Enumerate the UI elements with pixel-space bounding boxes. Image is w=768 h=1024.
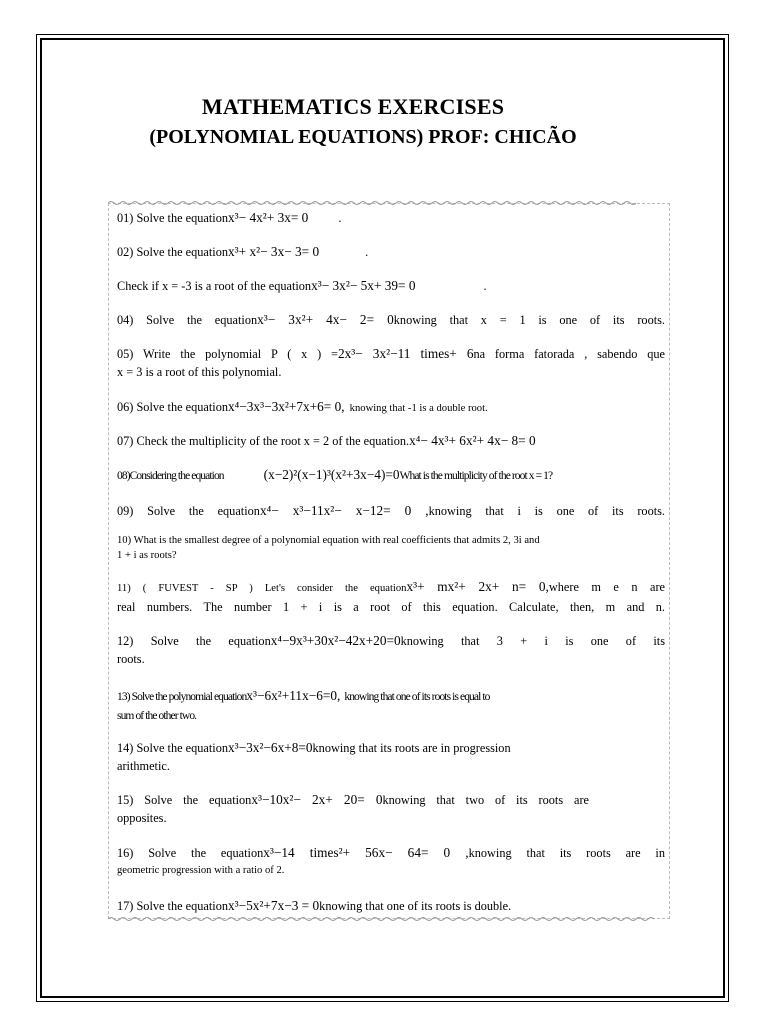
exercise-text: 06) Solve the equation bbox=[117, 400, 228, 414]
exercise-text: 07) Check the multiplicity of the root x = 2 of the equation. bbox=[117, 434, 410, 448]
exercise-text-end: knowing that 3 + i is one of its bbox=[400, 634, 665, 648]
exercise-03 bbox=[117, 277, 665, 295]
equation: x³+ x²− 3x− 3= 0 bbox=[228, 244, 320, 259]
exercise-text: 15) Solve the equation bbox=[117, 793, 252, 807]
equation: x³+ mx²+ 2x+ n= 0, bbox=[406, 579, 549, 594]
exercise-13 bbox=[117, 686, 665, 726]
exercise-text: 12) Solve the equation bbox=[117, 634, 271, 648]
exercise-11 bbox=[117, 578, 665, 616]
exercise-text: 17) Solve the equation bbox=[117, 899, 228, 913]
exercise-text: 09) Solve the equation bbox=[117, 504, 260, 518]
equation: x⁴− 4x³+ 6x²+ 4x− 8= 0 bbox=[409, 433, 536, 448]
equation: x³− 4x²+ 3x= 0 bbox=[228, 210, 309, 225]
exercise-text-end: . bbox=[338, 211, 342, 225]
exercise-06 bbox=[117, 398, 665, 418]
frame-top-edge bbox=[108, 200, 670, 206]
exercise-04 bbox=[117, 311, 665, 329]
exercise-08 bbox=[117, 466, 665, 485]
exercise-continuation: x = 3 is a root of this polynomial. bbox=[117, 365, 282, 379]
exercise-text: 13) Solve the polynomial equation bbox=[117, 691, 247, 703]
exercise-text: Check if x = -3 is a root of the equation bbox=[117, 279, 312, 293]
equation: x⁴−9x³+30x²−42x+20=0 bbox=[270, 633, 401, 648]
exercise-16 bbox=[117, 844, 665, 880]
exercise-text-end: knowing that one of its roots is double. bbox=[319, 899, 512, 913]
exercise-01 bbox=[117, 209, 665, 227]
exercise-text-end: knowing that two of its roots are bbox=[382, 793, 589, 807]
equation: 2x³− 3x²−11 times+ 6 bbox=[337, 346, 474, 361]
equation: x³−3x²−6x+8=0 bbox=[228, 740, 313, 755]
equation: x⁴− x³−11x²− x−12= 0 , bbox=[259, 503, 429, 518]
exercise-continuation: arithmetic. bbox=[117, 759, 170, 773]
exercise-text-end: na forma fatorada , sabendo que bbox=[473, 347, 665, 361]
exercise-text-end: knowing that its roots are in bbox=[468, 846, 665, 860]
equation: x³−10x²− 2x+ 20= 0 bbox=[251, 792, 383, 807]
exercise-text: 11) ( FUVEST - SP ) Let's consider the equation bbox=[117, 583, 407, 594]
page-title: MATHEMATICS EXERCISES bbox=[201, 94, 505, 119]
exercise-continuation: sum of the other two. bbox=[117, 710, 197, 722]
exercise-15 bbox=[117, 791, 589, 827]
page-subtitle: (POLYNOMIAL EQUATIONS) PROF: CHICÃO bbox=[149, 126, 577, 148]
exercise-07 bbox=[117, 432, 665, 450]
exercise-text-end: knowing that x = 1 is one of its roots. bbox=[393, 313, 665, 327]
exercise-text: 16) Solve the equation bbox=[117, 846, 264, 860]
exercise-02 bbox=[117, 243, 665, 261]
exercise-text-end: . bbox=[483, 279, 487, 293]
equation: x⁴−3x³−3x²+7x+6= 0, bbox=[228, 399, 345, 414]
exercise-continuation: 1 + i as roots? bbox=[117, 550, 177, 561]
exercise-text: 01) Solve the equation bbox=[117, 211, 228, 225]
exercise-05 bbox=[117, 345, 665, 381]
exercise-text-end: knowing that one of its roots is equal to bbox=[344, 691, 490, 703]
exercise-continuation: roots. bbox=[117, 652, 145, 666]
exercise-continuation: opposites. bbox=[117, 811, 167, 825]
equation: x³− 3x²+ 4x− 2= 0 bbox=[257, 312, 394, 327]
exercise-text: 10) What is the smallest degree of a polynomial equation with real coefficients that admits 2, 3i and bbox=[117, 535, 540, 546]
exercise-text-end: knowing that i is one of its roots. bbox=[428, 504, 666, 518]
exercise-text: 05) Write the polynomial P ( x ) = bbox=[117, 347, 338, 361]
equation: x³−6x²+11x−6=0, bbox=[246, 688, 341, 703]
exercise-09 bbox=[117, 502, 665, 520]
exercise-text: 02) Solve the equation bbox=[117, 245, 228, 259]
exercise-17 bbox=[117, 897, 665, 915]
equation: x³−5x²+7x−3 = 0 bbox=[228, 898, 320, 913]
equation: x³− 3x²− 5x+ 39= 0 bbox=[311, 278, 416, 293]
exercise-text-end: What is the multiplicity of the root x = 1? bbox=[399, 470, 553, 482]
frame-bottom-edge bbox=[108, 916, 670, 922]
exercise-continuation: real numbers. The number 1 + i is a root of this equation. Calculate, then, m and n. bbox=[117, 600, 665, 614]
exercise-text: 08)Considering the equation bbox=[117, 470, 224, 482]
exercise-text: 04) Solve the equation bbox=[117, 313, 258, 327]
exercise-text-end: where m e n are bbox=[548, 580, 665, 594]
exercise-14 bbox=[117, 739, 665, 775]
exercise-text-end: knowing that its roots are in progression bbox=[312, 741, 511, 755]
exercise-text-end: . bbox=[365, 245, 369, 259]
exercise-continuation: geometric progression with a ratio of 2. bbox=[117, 865, 285, 876]
exercise-text-end: knowing that -1 is a double root. bbox=[349, 403, 488, 414]
exercise-12 bbox=[117, 632, 665, 668]
equation: x³−14 times²+ 56x− 64= 0 , bbox=[263, 845, 469, 860]
exercise-10 bbox=[117, 533, 665, 563]
exercise-text: 14) Solve the equation bbox=[117, 741, 228, 755]
equation: (x−2)²(x−1)³(x²+3x−4)=0 bbox=[263, 467, 400, 482]
